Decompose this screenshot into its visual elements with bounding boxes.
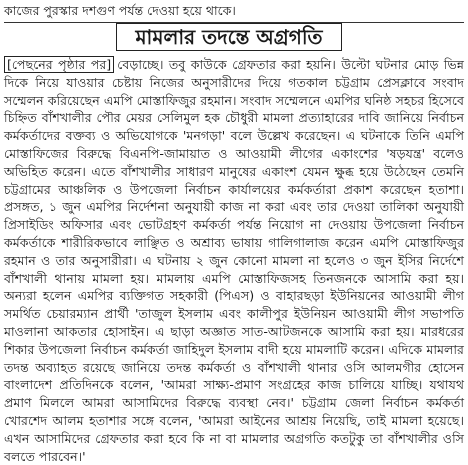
article-body bbox=[4, 56, 465, 464]
article-text: বেড়াচ্ছে। তবু কাউকে গ্রেফতার করা হয়নি। উল্টো ঘটনার মোড় ভিন্ন দিকে নিয়ে যাওয়ার চেষ্টায় নিজের অনুসারীদের দিয়ে গতকাল চট্টগ্রাম প্রেসক্লাবে সংবাদ সম্মেলন করিয়েছেন এমপি মোস্তাফিজুর রহমান। সংবাদ সম্মেলনে এমপির ঘনিষ্ঠ সহচর হিসেবে চিহ্নিত বাঁশখালীর পৌর মেয়র সেলিমুল হক চৌধুরী মামলা প্রত্যাহারের দাবি জানিয়ে নির্বাচন কর্মকর্তাদের বক্তব্য ও অভিযোগকে 'মনগড়া' বলে উল্লেখ করেছেন। এ ঘটনাকে তিনি এমপি মোস্তাফিজের বিরুদ্ধে বিএনপি-জামায়াত ও আওয়ামী লীগের একাংশের 'ষড়যন্ত্র' বলেও অভিহিত করেন। এতে বাঁশখালীর সাধারণ মানুষের একাংশ যেমন ক্ষুব্ধ হয়ে উঠেছেন তেমনি চট্টগ্রামের আঞ্চলিক ও উপজেলা নির্বাচন কার্যালয়ের কর্মকর্তারা প্রকাশ করেছেন হতাশা। প্রসঙ্গত, ১ জুন এমপির নির্দেশনা অনুযায়ী কাজ না করা এবং তার দেওয়া তালিকা অনুযায়ী প্রিসাইডিং অফিসার এবং ভোটগ্রহণ কর্মকর্তা পর্যন্ত নিয়োগ না দেওয়ায় উপজেলা নির্বাচন কর্মকর্তাকে শারীরিকভাবে লাঞ্ছিত ও অশ্রাব্য ভাষায় গালিগালাজ করেন এমপি মোস্তাফিজুর রহমান ও তার অনুসারীরা। এ ঘটনায় ২ জুন কোনো মামলা না হলেও ৩ জুন ইসির নির্দেশে বাঁশখালী থানায় মামলা হয়। মামলায় এমপি মোস্তাফিজসহ তিনজনকে আসামি করা হয়। অন্যরা হলেন এমপির ব্যক্তিগত সহকারী (পিএস) ও বাহারছড়া ইউনিয়নের আওয়ামী লীগ সমর্থিত চেয়ারম্যান প্রার্থী 'তাজুল ইসলাম এবং কালীপুর ইউনিয়ন আওয়ামী লীগ সভাপতি মাওলানা আকতার হোসাইন। এ ছাড়া অজ্ঞাত সাত-আটজনকে আসামি করা হয়। মারধরের শিকার উপজেলা নির্বাচন কর্মকর্তা জাহিদুল ইসলাম বাদী হয়ে মামলাটি করেন। এদিকে মামলার তদন্ত অব্যাহত রয়েছে জানিয়ে তদন্ত কর্মকর্তা ও বাঁশখালী থানার ওসি আলমগীর হোসেন বাংলাদেশ প্রতিদিনকে বলেন, 'আমরা সাক্ষ্য-প্রমাণ সংগ্রহের কাজ চালিয়ে যাচ্ছি। যথাযথ প্রমাণ মিললে আমরা আসামিদের বিরুদ্ধে ব্যবস্থা নেব।' চট্টগ্রাম জেলা নির্বাচন কর্মকর্তা খোরশেদ আলম হতাশার সঙ্গে বলেন, 'আমরা আইনের আশ্রয় নিয়েছি, তাই মামলা হয়েছে। এখন আসামিদের গ্রেফতার করা হবে কি না বা মামলার অগ্রগতি কতটুকু তা বাঁশখালীর ওসি বলতে পারবেন।' bbox=[4, 57, 465, 464]
previous-article-tail: কাজের পুরস্কার দশগুণ পর্যন্ত দেওয়া হয়ে থাকে। bbox=[4, 0, 464, 23]
continued-from-back-page-label: [পেছনের পৃষ্ঠার পর] bbox=[4, 56, 114, 73]
headline: মামলার তদন্তে অগ্রগতি bbox=[116, 23, 342, 51]
